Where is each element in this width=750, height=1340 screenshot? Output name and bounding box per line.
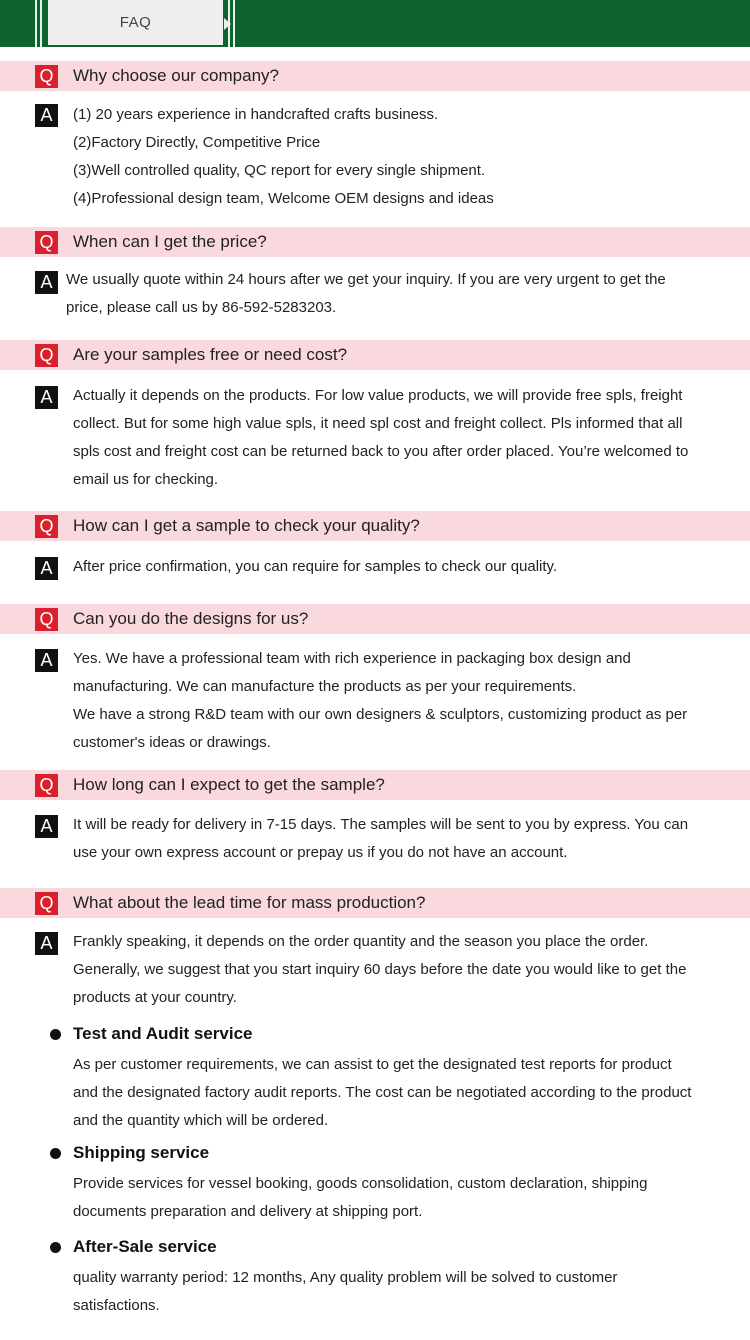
answer-line: email us for checking. [73, 471, 219, 488]
answer-line: price, please call us by 86-592-5283203. [66, 299, 337, 316]
question-icon: Q [35, 608, 58, 631]
answer-line: customer's ideas or drawings. [73, 734, 271, 751]
bullet-icon [50, 1242, 61, 1253]
question-icon: Q [35, 344, 58, 367]
answer-line: We have a strong R&D team with our own designers & sculptors, customizing product as per [73, 706, 688, 723]
answer-icon: A [35, 386, 58, 409]
question-bar [0, 227, 750, 257]
answer-line: (4)Professional design team, Welcome OEM designs and ideas [73, 190, 494, 207]
answer-line: Actually it depends on the products. For low value products, we will provide free spls, freight [73, 387, 683, 404]
question-bar [0, 340, 750, 370]
answer-line: spls cost and freight cost can be returned back to you after order placed. You’re welcomed to [73, 443, 689, 460]
answer-icon: A [35, 557, 58, 580]
answer-line: (3)Well controlled quality, QC report for every single shipment. [73, 162, 486, 179]
answer-line: It will be ready for delivery in 7-15 days. The samples will be sent to you by express. You can [73, 816, 689, 833]
service-line: Provide services for vessel booking, goods consolidation, custom declaration, shipping [73, 1175, 648, 1192]
answer-icon: A [35, 271, 58, 294]
answer-line: collect. But for some high value spls, it need spl cost and freight collect. Pls informed that all [73, 415, 683, 432]
service-title: Shipping service [73, 1143, 210, 1162]
question-icon: Q [35, 774, 58, 797]
answer-line: We usually quote within 24 hours after we get your inquiry. If you are very urgent to get the [66, 271, 666, 288]
header-stripe [233, 0, 235, 47]
answer-line: manufacturing. We can manufacture the products as per your requirements. [73, 678, 577, 695]
question-bar [0, 604, 750, 634]
answer-line: use your own express account or prepay us if you do not have an account. [73, 844, 568, 861]
answer-icon: A [35, 815, 58, 838]
answer-line: products at your country. [73, 989, 237, 1006]
question-icon: Q [35, 892, 58, 915]
faq-header [0, 0, 750, 47]
answer-line: (2)Factory Directly, Competitive Price [73, 134, 321, 151]
header-stripe [228, 0, 230, 47]
answer-line: Generally, we suggest that you start inquiry 60 days before the date you would like to get the [73, 961, 687, 978]
answer-line: Yes. We have a professional team with rich experience in packaging box design and [73, 650, 631, 667]
question-icon: Q [35, 231, 58, 254]
answer-icon: A [35, 104, 58, 127]
question-text: What about the lead time for mass production? [73, 893, 426, 912]
service-title: After-Sale service [73, 1237, 217, 1256]
service-line: quality warranty period: 12 months, Any quality problem will be solved to customer [73, 1269, 618, 1286]
answer-icon: A [35, 932, 58, 955]
question-icon: Q [35, 515, 58, 538]
service-line: As per customer requirements, we can assist to get the designated test reports for product [73, 1056, 672, 1073]
answer-line: Frankly speaking, it depends on the order quantity and the season you place the order. [73, 933, 649, 950]
bullet-icon [50, 1029, 61, 1040]
header-stripe [40, 0, 42, 47]
question-bar [0, 888, 750, 918]
question-bar [0, 511, 750, 541]
service-title: Test and Audit service [73, 1024, 253, 1043]
question-bar [0, 770, 750, 800]
service-line: documents preparation and delivery at shipping port. [73, 1203, 423, 1220]
question-text: Are your samples free or need cost? [73, 345, 348, 364]
faq-tab[interactable]: FAQ [48, 0, 223, 45]
answer-line: (1) 20 years experience in handcrafted crafts business. [73, 106, 439, 123]
service-line: satisfactions. [73, 1297, 160, 1314]
question-text: How long can I expect to get the sample? [73, 775, 385, 794]
answer-line: After price confirmation, you can require for samples to check our quality. [73, 558, 558, 575]
question-icon: Q [35, 65, 58, 88]
question-text: How can I get a sample to check your quality? [73, 516, 420, 535]
question-text: Can you do the designs for us? [73, 609, 309, 628]
question-bar [0, 61, 750, 91]
header-stripe [35, 0, 37, 47]
answer-icon: A [35, 649, 58, 672]
question-text: Why choose our company? [73, 66, 279, 85]
bullet-icon [50, 1148, 61, 1159]
question-text: When can I get the price? [73, 232, 267, 251]
service-line: and the quantity which will be ordered. [73, 1112, 329, 1129]
service-line: and the designated factory audit reports. The cost can be negotiated according to the product [73, 1084, 692, 1101]
